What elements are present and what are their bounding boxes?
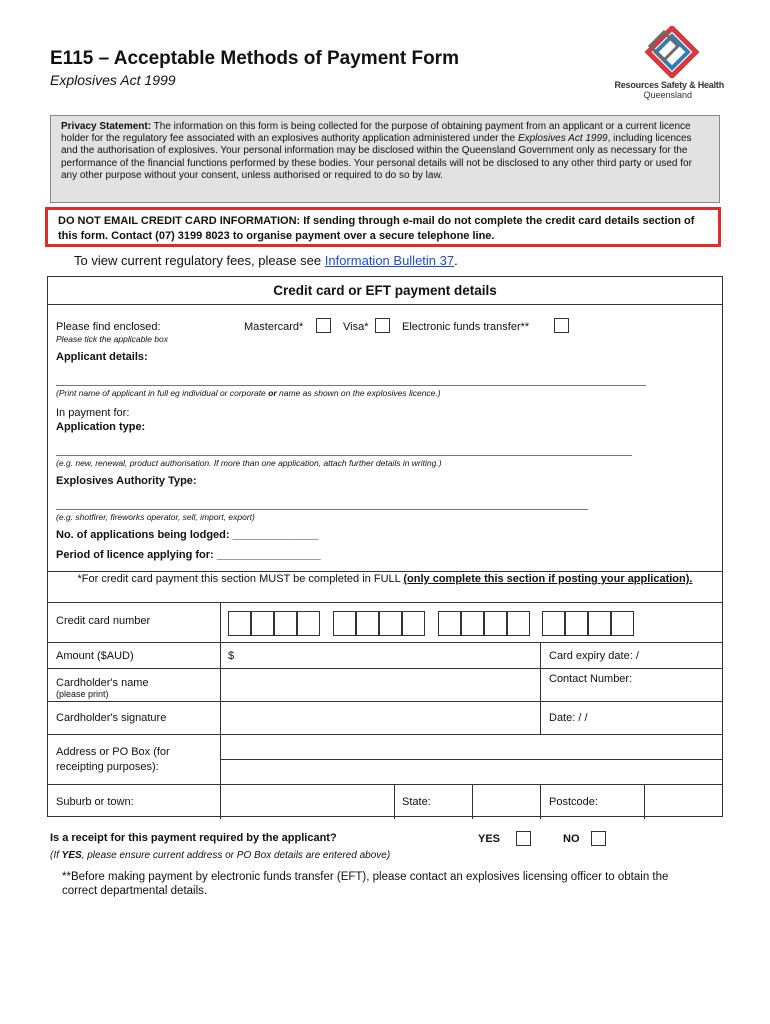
suburb-label: Suburb or town: (56, 796, 134, 808)
divider (394, 785, 395, 819)
divider (220, 643, 221, 669)
email-warning: DO NOT EMAIL CREDIT CARD INFORMATION: If sending through e-mail do not complete the credit card details section of this form. Contact (07) 3199 8023 to organise payment over a secure telephone line. (45, 207, 721, 247)
card-digit-box[interactable] (542, 611, 565, 636)
visa-checkbox[interactable] (375, 318, 390, 333)
payment-details-section (47, 276, 723, 817)
postcode-label: Postcode: (549, 796, 598, 808)
divider (220, 669, 221, 702)
card-digit-box[interactable] (297, 611, 320, 636)
rsh-logo-icon (644, 26, 700, 78)
signature-row (48, 702, 722, 735)
contact-number-label[interactable]: Contact Number: (549, 673, 633, 685)
licence-period-label: Period of licence applying for: _________________ (56, 549, 321, 561)
card-digit-box[interactable] (379, 611, 402, 636)
applicant-details-label: Applicant details: (56, 351, 148, 363)
state-label: State: (402, 796, 431, 808)
card-digit-box[interactable] (356, 611, 379, 636)
applicant-hint-or: or (268, 388, 277, 398)
cardholder-name-label: Cardholder's name (56, 677, 149, 689)
card-digit-box[interactable] (228, 611, 251, 636)
cc-note-bold: (only complete this section if posting your application). (403, 573, 693, 585)
amount-label: Amount ($AUD) (56, 650, 134, 662)
receipt-note-bold: YES (61, 850, 82, 861)
yes-checkbox[interactable] (516, 831, 531, 846)
bulletin-line (74, 253, 458, 268)
card-digit-box[interactable] (484, 611, 507, 636)
divider (644, 785, 645, 819)
receipt-question: Is a receipt for this payment required by the applicant? (50, 832, 337, 844)
address-label: Address or PO Box (for receipting purposes): (56, 746, 170, 773)
authority-type-line[interactable] (56, 509, 588, 510)
form-title: E115 – Acceptable Methods of Payment Form (50, 48, 459, 69)
privacy-text-2: , including licences and the authorisation of explosives. Your personal information may be disclosed within the Queensland Government only as necessary for the performance of the financial functions performed by these bodies. Your personal details will not be disclosed to any other third party or used for any other purpose without your consent, unless authorised or required to do so by law. (61, 133, 692, 181)
application-type-line[interactable] (56, 455, 632, 456)
privacy-text-1: The information on this form is being collected for the purpose of obtaining payment from an applicant or a current licence holder for the regulatory fee associated with an explosives authority application administered under the (61, 121, 691, 145)
eft-note: **Before making payment by electronic funds transfer (EFT), please contact an explosives licensing officer to obtain the correct departmental details. (62, 871, 669, 897)
applicant-hint-pre: (Print name of applicant in full eg individual or corporate (56, 388, 269, 398)
please-print-label: (please print) (56, 689, 109, 699)
divider (472, 785, 473, 819)
card-digit-box[interactable] (251, 611, 274, 636)
address-row (48, 735, 722, 785)
card-digit-box[interactable] (274, 611, 297, 636)
receipt-note-pre: (If (50, 850, 62, 861)
no-checkbox[interactable] (591, 831, 606, 846)
payment-for-label: In payment for: (56, 407, 130, 419)
visa-label: Visa* (343, 321, 369, 333)
amount-row (48, 643, 722, 669)
receipt-note-post: , please ensure current address or PO Box details are entered above) (81, 850, 391, 861)
card-digit-box[interactable] (565, 611, 588, 636)
application-type-label: Application type: (56, 421, 146, 433)
applicant-name-line[interactable] (56, 385, 646, 386)
card-digit-box[interactable] (333, 611, 356, 636)
num-applications-label: No. of applications being lodged: ______________ (56, 529, 319, 541)
bulletin-suffix: . (454, 253, 458, 268)
card-number-row (48, 603, 722, 643)
yes-label: YES (478, 833, 501, 845)
credit-card-grid (48, 602, 722, 818)
eft-label: Electronic funds transfer** (402, 321, 530, 333)
card-digit-box[interactable] (611, 611, 634, 636)
logo-line-1: Resources Safety & Health (614, 80, 724, 90)
divider (220, 785, 221, 819)
receipt-note (50, 850, 390, 861)
card-digit-box[interactable] (438, 611, 461, 636)
privacy-label: Privacy Statement: (61, 121, 152, 132)
form-header (50, 48, 730, 108)
credit-card-note (48, 571, 722, 586)
divider (540, 643, 541, 669)
applicant-hint-post: name as shown on the explosives licence.) (276, 388, 441, 398)
cc-note-pre: *For credit card payment this section MUST be completed in FULL (77, 573, 404, 585)
applicant-hint (56, 388, 441, 398)
bulletin-prefix: To view current regulatory fees, please see (74, 253, 325, 268)
eft-checkbox[interactable] (554, 318, 569, 333)
divider (540, 669, 541, 702)
divider (540, 785, 541, 819)
privacy-statement (50, 115, 720, 203)
address-divider (220, 759, 722, 760)
rsh-logo (604, 26, 724, 100)
card-number-label: Credit card number (56, 615, 151, 627)
authority-type-label: Explosives Authority Type: (56, 475, 197, 487)
logo-line-2: Queensland (643, 90, 692, 100)
suburb-row (48, 785, 722, 819)
mastercard-label: Mastercard* (244, 321, 304, 333)
date-label[interactable]: Date: / / (549, 712, 588, 724)
divider (220, 603, 221, 643)
section-title: Credit card or EFT payment details (48, 277, 722, 305)
privacy-act: Explosives Act 1999 (517, 133, 608, 145)
dollar-sign: $ (228, 650, 235, 662)
divider (220, 702, 221, 735)
form-subtitle: Explosives Act 1999 (50, 72, 176, 88)
application-hint: (e.g. new, renewal, product authorisation. If more than one application, attach further details in writing.) (56, 458, 442, 468)
card-digit-box[interactable] (588, 611, 611, 636)
bulletin-link[interactable]: Information Bulletin 37 (324, 253, 455, 268)
card-digit-box[interactable] (461, 611, 484, 636)
authority-hint: (e.g. shotfirer, fireworks operator, sell, import, export) (56, 512, 255, 522)
card-expiry-label[interactable]: Card expiry date: / (549, 650, 639, 662)
divider (540, 702, 541, 735)
enclosed-label: Please find enclosed: (56, 321, 161, 333)
divider (220, 735, 221, 785)
signature-label: Cardholder's signature (56, 712, 167, 724)
mastercard-checkbox[interactable] (316, 318, 331, 333)
tick-hint: Please tick the applicable box (56, 334, 168, 344)
cardholder-name-row (48, 669, 722, 702)
card-digit-box[interactable] (507, 611, 530, 636)
card-digit-box[interactable] (402, 611, 425, 636)
no-label: NO (563, 833, 580, 845)
